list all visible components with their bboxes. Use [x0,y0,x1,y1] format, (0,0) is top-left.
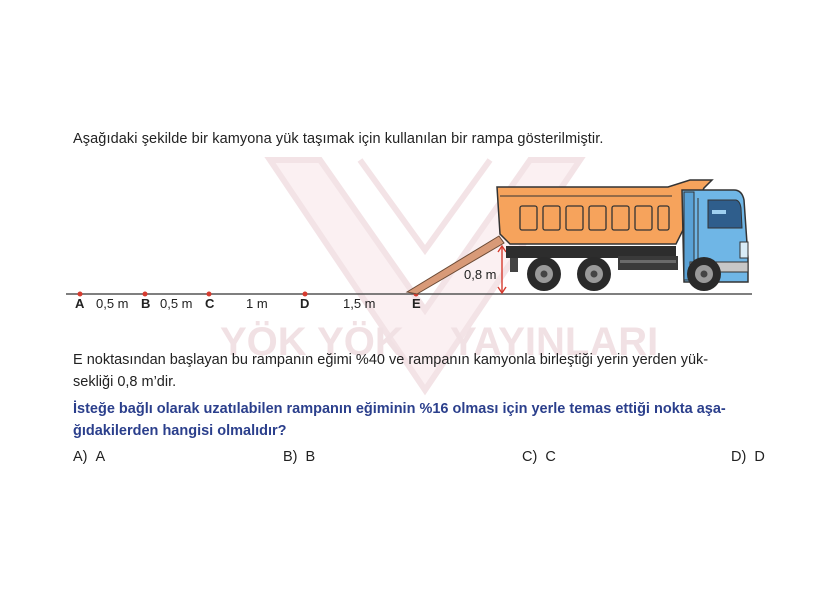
option-a-letter: A) [73,449,88,465]
option-c-text: C [545,449,556,465]
option-c[interactable] [522,449,564,465]
distance-bc: 0,5 m [160,296,193,311]
question-text [73,398,773,442]
question-line-2: ğıdakilerden hangisi olmalıdır? [73,423,287,439]
option-d-letter: D) [731,449,747,465]
option-c-letter: C) [522,449,538,465]
intro-text: Aşağıdaki şekilde bir kamyona yük taşımak için kullanılan bir rampa gösterilmiştir. [73,131,604,147]
ramp [407,236,504,294]
point-a-label: A [75,296,85,311]
point-b-label: B [141,296,151,311]
option-a-text: A [95,449,106,465]
option-d[interactable] [731,449,773,465]
option-a[interactable] [73,449,113,465]
point-d-label: D [300,296,310,311]
option-b[interactable] [283,449,323,465]
option-d-text: D [754,449,765,465]
height-label: 0,8 m [464,267,497,282]
question-line-1: İsteğe bağlı olarak uzatılabilen rampanın eğiminin %16 olması için yerle temas ettiği nokta aşa- [73,401,726,417]
point-c-label: C [205,296,215,311]
distance-cd: 1 m [246,296,268,311]
watermark-text-2: YAYINLARI [450,320,659,364]
watermark-text-1: YÖK YÖK [220,320,404,364]
option-b-text: B [305,449,316,465]
distance-ab: 0,5 m [96,296,129,311]
paragraph-line-2: sekliği 0,8 m’dir. [73,374,177,390]
paragraph-line-1: E noktasından başlayan bu rampanın eğimi %40 ve rampanın kamyonla birleştiği yerin yerden yük- [73,352,709,368]
point-e-label: E [412,296,421,311]
problem-paragraph [73,349,773,393]
option-b-letter: B) [283,449,298,465]
distance-de: 1,5 m [343,296,376,311]
